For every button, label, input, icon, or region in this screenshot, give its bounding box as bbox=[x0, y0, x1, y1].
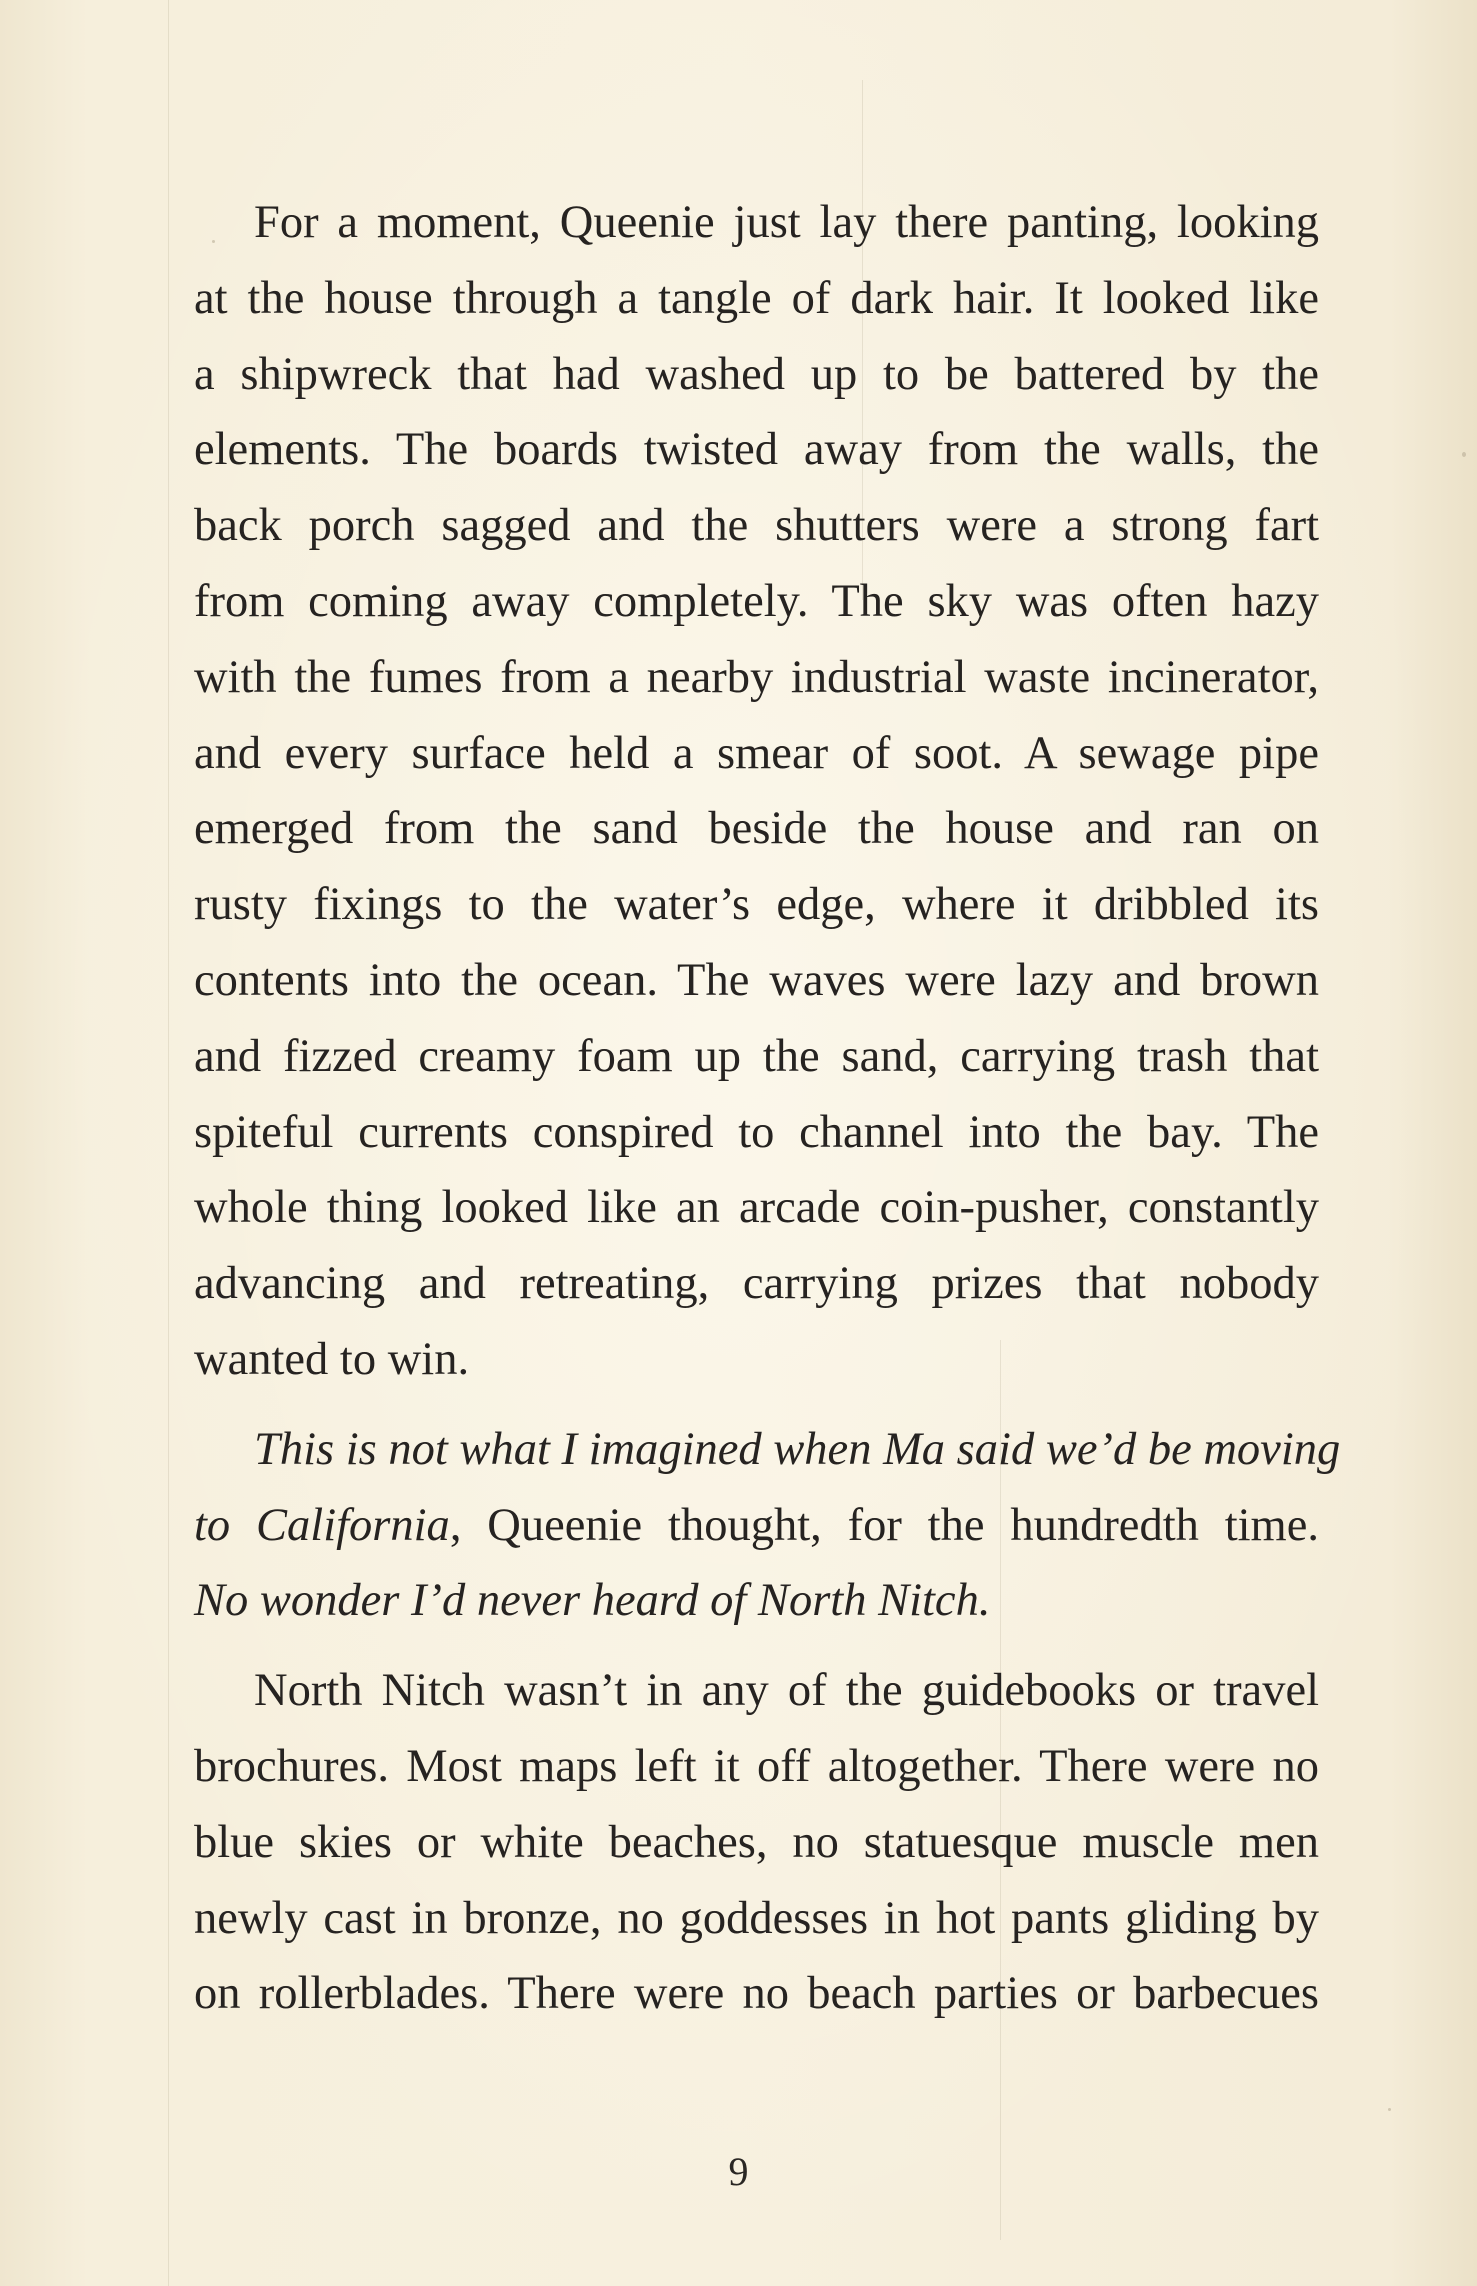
text-run: from coming away completely. The sky was often hazy bbox=[194, 575, 1319, 627]
page-number: 9 bbox=[728, 2149, 749, 2194]
text-line bbox=[194, 412, 1319, 488]
text-line bbox=[194, 1881, 1319, 1957]
italic-text: This is not what I imagined when Ma said we’d be moving bbox=[254, 1423, 1341, 1475]
text-run: whole thing looked like an arcade coin-pusher, constantly bbox=[194, 1182, 1319, 1234]
text-line bbox=[194, 1805, 1319, 1881]
text-line bbox=[194, 1170, 1319, 1246]
text-line bbox=[194, 640, 1319, 716]
text-run: and every surface held a smear of soot. A sewage pipe bbox=[194, 727, 1319, 779]
text-run: wanted to win. bbox=[194, 1333, 470, 1385]
paper-speck bbox=[1462, 452, 1466, 457]
text-run: with the fumes from a nearby industrial waste incinerator, bbox=[194, 651, 1319, 703]
text-run: at the house through a tangle of dark hair. It looked like bbox=[194, 272, 1319, 324]
text-line bbox=[194, 488, 1319, 564]
text-line bbox=[194, 564, 1319, 640]
text-run: blue skies or white beaches, no statuesque muscle men bbox=[194, 1816, 1319, 1868]
text-run: elements. The boards twisted away from the walls, the bbox=[194, 424, 1319, 476]
text-line bbox=[194, 1095, 1319, 1171]
text-run: a shipwreck that had washed up to be battered by the bbox=[194, 348, 1319, 400]
text-line bbox=[194, 867, 1319, 943]
text-line bbox=[194, 943, 1319, 1019]
text-run: contents into the ocean. The waves were lazy and brown bbox=[194, 954, 1319, 1006]
text-line bbox=[194, 1488, 1319, 1564]
paragraph bbox=[194, 1412, 1341, 1639]
text-line bbox=[194, 1412, 1341, 1488]
text-line bbox=[194, 1246, 1319, 1322]
text-run: North Nitch wasn’t in any of the guidebooks or travel bbox=[254, 1665, 1319, 1717]
text-run: , Queenie thought, for the hundredth time. bbox=[449, 1499, 1319, 1551]
text-run: For a moment, Queenie just lay there panting, looking bbox=[254, 197, 1319, 248]
text-line bbox=[194, 1563, 1319, 1639]
text-line bbox=[194, 1729, 1319, 1805]
italic-text: to California bbox=[194, 1499, 450, 1551]
paragraph bbox=[194, 1653, 1319, 2032]
italic-text: No wonder I’d never heard of North Nitch. bbox=[194, 1575, 991, 1627]
text-line bbox=[194, 185, 1319, 261]
text-line bbox=[194, 1653, 1319, 1729]
paragraph bbox=[194, 185, 1319, 1398]
text-line bbox=[194, 1956, 1319, 2032]
text-run: on rollerblades. There were no beach parties or barbecues bbox=[194, 1968, 1319, 2020]
text-line bbox=[194, 1019, 1319, 1095]
text-line bbox=[194, 791, 1319, 867]
text-run: newly cast in bronze, no goddesses in hot pants gliding by bbox=[194, 1892, 1319, 1944]
text-run: rusty fixings to the water’s edge, where it dribbled its bbox=[194, 879, 1319, 931]
body-text bbox=[194, 185, 1341, 2032]
text-run: and fizzed creamy foam up the sand, carrying trash that bbox=[194, 1030, 1319, 1082]
text-run: spiteful currents conspired to channel into the bay. The bbox=[194, 1106, 1319, 1158]
paper-speck bbox=[1388, 2108, 1391, 2111]
text-line bbox=[194, 261, 1319, 337]
text-line bbox=[194, 1322, 1319, 1398]
text-run: brochures. Most maps left it off altogether. There were no bbox=[194, 1740, 1319, 1792]
text-run: advancing and retreating, carrying prizes that nobody bbox=[194, 1258, 1319, 1310]
text-run: emerged from the sand beside the house and ran on bbox=[194, 803, 1319, 855]
text-run: back porch sagged and the shutters were a strong fart bbox=[194, 500, 1319, 552]
text-line bbox=[194, 337, 1319, 413]
paper-crease bbox=[168, 0, 169, 2286]
text-line bbox=[194, 716, 1319, 792]
